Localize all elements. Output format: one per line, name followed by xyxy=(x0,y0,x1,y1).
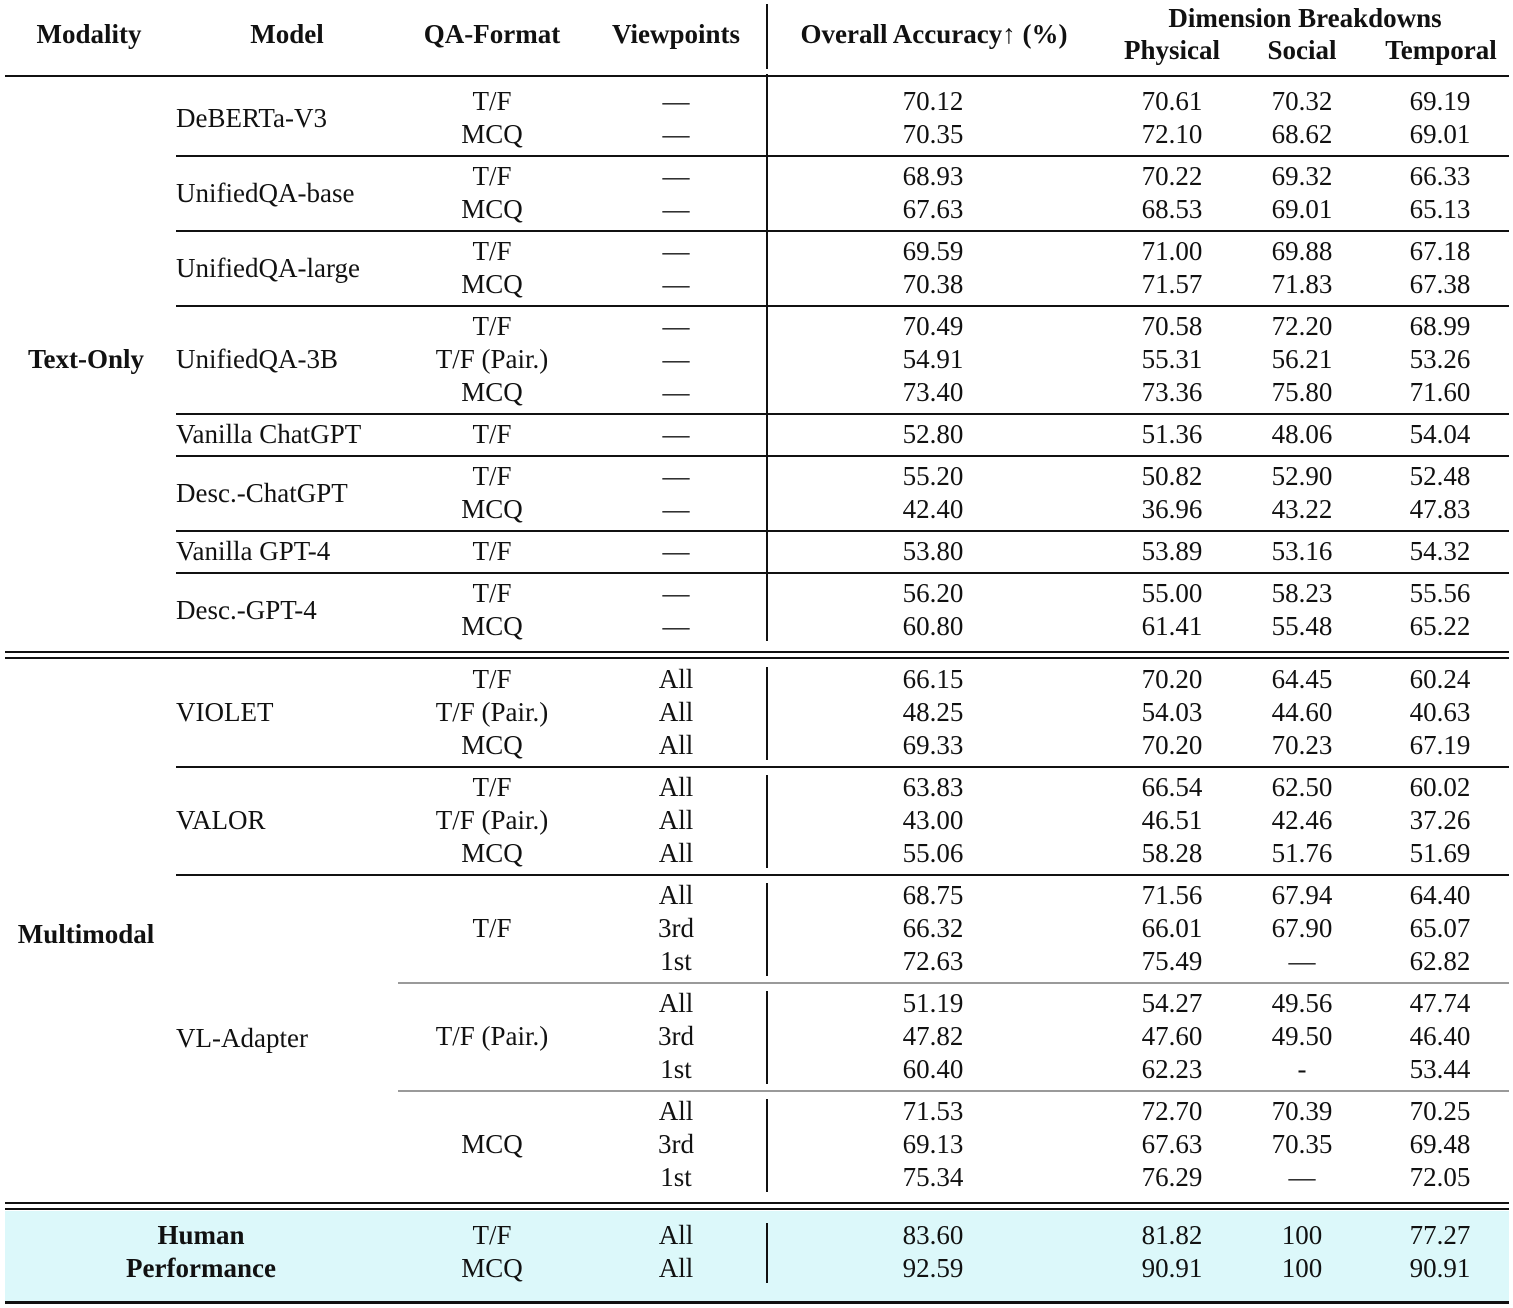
header-divider xyxy=(766,4,768,69)
viewpoint-cell: 1st xyxy=(660,1162,692,1192)
temporal-cell: 53.26 xyxy=(1409,344,1471,374)
overall-accuracy-cell: 60.80 xyxy=(902,611,964,641)
viewpoint-cell: — xyxy=(662,536,690,566)
physical-cell: 55.31 xyxy=(1141,344,1203,374)
overall-accuracy-cell: 55.06 xyxy=(902,838,964,868)
overall-accuracy-cell: 56.20 xyxy=(902,578,964,608)
viewpoint-cell: — xyxy=(662,269,690,299)
social-cell: 70.23 xyxy=(1271,730,1333,760)
model-name: VALOR xyxy=(176,805,266,835)
physical-cell: 54.03 xyxy=(1141,697,1203,727)
physical-cell: 73.36 xyxy=(1141,377,1203,407)
qa-format-cell: T/F xyxy=(472,1220,512,1250)
qa-format-cell: T/F xyxy=(472,86,512,116)
physical-cell: 70.61 xyxy=(1141,86,1203,116)
temporal-cell: 37.26 xyxy=(1409,805,1471,835)
social-cell: 69.88 xyxy=(1271,236,1333,266)
social-cell: 70.39 xyxy=(1271,1096,1333,1126)
temporal-cell: 65.13 xyxy=(1409,194,1471,224)
qa-format-cell: MCQ xyxy=(461,377,523,407)
viewpoint-cell: 3rd xyxy=(658,1129,694,1159)
group-rule xyxy=(176,766,1509,768)
temporal-cell: 51.69 xyxy=(1409,838,1471,868)
viewpoint-cell: — xyxy=(662,119,690,149)
physical-cell: 55.00 xyxy=(1141,578,1203,608)
viewpoint-cell: All xyxy=(658,730,694,760)
social-cell: - xyxy=(1297,1054,1307,1084)
physical-cell: 81.82 xyxy=(1141,1220,1203,1250)
temporal-cell: 54.04 xyxy=(1409,419,1471,449)
group-divider xyxy=(766,775,768,868)
social-cell: 70.32 xyxy=(1271,86,1333,116)
header-temporal: Temporal xyxy=(1385,35,1497,65)
viewpoint-cell: All xyxy=(658,805,694,835)
social-cell: — xyxy=(1288,1162,1316,1192)
modality-label: Multimodal xyxy=(17,919,155,949)
temporal-cell: 55.56 xyxy=(1409,578,1471,608)
model-name: UnifiedQA-3B xyxy=(176,344,338,374)
overall-accuracy-cell: 66.15 xyxy=(902,664,964,694)
human-label-line2: Performance xyxy=(126,1253,276,1283)
physical-cell: 70.20 xyxy=(1141,730,1203,760)
viewpoint-cell: 1st xyxy=(660,1054,692,1084)
group-rule xyxy=(176,413,1509,415)
group-divider xyxy=(766,149,768,225)
social-cell: 75.80 xyxy=(1271,377,1333,407)
temporal-cell: 69.19 xyxy=(1409,86,1471,116)
qa-format-cell: T/F (Pair.) xyxy=(435,697,549,727)
social-cell: 68.62 xyxy=(1271,119,1333,149)
social-cell: 67.94 xyxy=(1271,880,1333,910)
social-cell: 100 xyxy=(1281,1220,1323,1250)
social-cell: 48.06 xyxy=(1271,419,1333,449)
physical-cell: 70.20 xyxy=(1141,664,1203,694)
rule-bottom xyxy=(5,1301,1509,1304)
rule-section-bottom xyxy=(5,1208,1509,1210)
viewpoint-cell: All xyxy=(658,838,694,868)
physical-cell: 47.60 xyxy=(1141,1021,1203,1051)
qa-format-cell: MCQ xyxy=(461,1253,523,1283)
subgroup-rule xyxy=(398,982,1509,984)
temporal-cell: 52.48 xyxy=(1409,461,1471,491)
model-name: UnifiedQA-large xyxy=(176,252,360,283)
group-divider xyxy=(766,74,768,150)
physical-cell: 50.82 xyxy=(1141,461,1203,491)
temporal-cell: 54.32 xyxy=(1409,536,1471,566)
physical-cell: 67.63 xyxy=(1141,1129,1203,1159)
model-name: Vanilla GPT-4 xyxy=(176,536,331,566)
viewpoint-cell: — xyxy=(662,419,690,449)
qa-format-cell: T/F xyxy=(472,772,512,802)
temporal-cell: 70.25 xyxy=(1409,1096,1471,1126)
overall-accuracy-cell: 70.38 xyxy=(902,269,964,299)
model-name: Vanilla ChatGPT xyxy=(176,419,362,449)
qa-format-cell: MCQ xyxy=(461,838,523,868)
overall-accuracy-cell: 42.40 xyxy=(902,494,964,524)
social-cell: 67.90 xyxy=(1271,913,1333,943)
temporal-cell: 67.19 xyxy=(1409,730,1471,760)
viewpoint-cell: — xyxy=(662,161,690,191)
group-rule xyxy=(176,572,1509,574)
viewpoint-cell: — xyxy=(662,578,690,608)
temporal-cell: 90.91 xyxy=(1409,1253,1471,1283)
group-divider xyxy=(766,667,768,760)
physical-cell: 61.41 xyxy=(1141,611,1203,641)
physical-cell: 66.01 xyxy=(1141,913,1203,943)
physical-cell: 36.96 xyxy=(1141,494,1203,524)
temporal-cell: 65.07 xyxy=(1409,913,1471,943)
social-cell: 69.32 xyxy=(1271,161,1333,191)
overall-accuracy-cell: 54.91 xyxy=(902,344,964,374)
viewpoint-cell: All xyxy=(658,988,694,1018)
viewpoint-cell: All xyxy=(658,1096,694,1126)
header-social: Social xyxy=(1267,35,1337,65)
social-cell: 72.20 xyxy=(1271,311,1333,341)
qa-format-cell: T/F (Pair.) xyxy=(435,1021,549,1051)
qa-format-cell: MCQ xyxy=(461,611,523,641)
social-cell: 62.50 xyxy=(1271,772,1333,802)
qa-format-cell: MCQ xyxy=(461,494,523,524)
header-dimension-breakdowns: Dimension Breakdowns xyxy=(1168,3,1442,33)
temporal-cell: 69.48 xyxy=(1409,1129,1471,1159)
physical-cell: 71.00 xyxy=(1141,236,1203,266)
viewpoint-cell: — xyxy=(662,311,690,341)
social-cell: 49.50 xyxy=(1271,1021,1333,1051)
viewpoint-cell: — xyxy=(662,494,690,524)
social-cell: 43.22 xyxy=(1271,494,1333,524)
social-cell: 58.23 xyxy=(1271,578,1333,608)
header-qa-format: QA-Format xyxy=(423,19,561,49)
viewpoint-cell: All xyxy=(658,1220,694,1250)
group-rule xyxy=(176,455,1509,457)
qa-format-cell: T/F xyxy=(472,419,512,449)
temporal-cell: 67.18 xyxy=(1409,236,1471,266)
physical-cell: 70.58 xyxy=(1141,311,1203,341)
header-modality: Modality xyxy=(36,19,142,49)
header-model: Model xyxy=(250,19,324,49)
qa-format-cell: T/F xyxy=(472,461,512,491)
overall-accuracy-cell: 52.80 xyxy=(902,419,964,449)
qa-format-cell: T/F xyxy=(472,578,512,608)
social-cell: 70.35 xyxy=(1271,1129,1333,1159)
header-overall-accuracy: Overall Accuracy↑ (%) xyxy=(800,19,1068,49)
model-name: Desc.-GPT-4 xyxy=(176,594,317,625)
overall-accuracy-cell: 72.63 xyxy=(902,946,964,976)
viewpoint-cell: — xyxy=(662,236,690,266)
physical-cell: 72.10 xyxy=(1141,119,1203,149)
overall-accuracy-cell: 47.82 xyxy=(902,1021,964,1051)
overall-accuracy-cell: 70.12 xyxy=(902,86,964,116)
group-rule xyxy=(176,874,1509,876)
social-cell: 100 xyxy=(1281,1253,1323,1283)
social-cell: 52.90 xyxy=(1271,461,1333,491)
qa-format-cell: T/F xyxy=(472,664,512,694)
overall-accuracy-cell: 71.53 xyxy=(902,1096,964,1126)
human-label-line1: Human xyxy=(157,1220,245,1250)
qa-format-cell: MCQ xyxy=(461,194,523,224)
overall-accuracy-cell: 70.35 xyxy=(902,119,964,149)
overall-accuracy-cell: 68.93 xyxy=(902,161,964,191)
viewpoint-cell: All xyxy=(658,772,694,802)
rule-section-top xyxy=(5,1202,1509,1204)
temporal-cell: 53.44 xyxy=(1409,1054,1471,1084)
viewpoint-cell: — xyxy=(662,86,690,116)
group-rule xyxy=(176,155,1509,157)
modality-label: Text-Only xyxy=(27,344,145,374)
social-cell: 42.46 xyxy=(1271,805,1333,835)
physical-cell: 54.27 xyxy=(1141,988,1203,1018)
temporal-cell: 69.01 xyxy=(1409,119,1471,149)
temporal-cell: 62.82 xyxy=(1409,946,1471,976)
social-cell: 71.83 xyxy=(1271,269,1333,299)
temporal-cell: 64.40 xyxy=(1409,880,1471,910)
physical-cell: 68.53 xyxy=(1141,194,1203,224)
model-name: DeBERTa-V3 xyxy=(176,102,327,133)
overall-accuracy-cell: 68.75 xyxy=(902,880,964,910)
viewpoint-cell: 3rd xyxy=(658,1021,694,1051)
physical-cell: 90.91 xyxy=(1141,1253,1203,1283)
physical-cell: 53.89 xyxy=(1141,536,1203,566)
subgroup-rule xyxy=(398,1090,1509,1092)
overall-accuracy-cell: 66.32 xyxy=(902,913,964,943)
model-name: UnifiedQA-base xyxy=(176,177,355,208)
group-divider xyxy=(766,524,768,567)
physical-cell: 62.23 xyxy=(1141,1054,1203,1084)
group-rule xyxy=(176,305,1509,307)
temporal-cell: 46.40 xyxy=(1409,1021,1471,1051)
physical-cell: 72.70 xyxy=(1141,1096,1203,1126)
temporal-cell: 66.33 xyxy=(1409,161,1471,191)
physical-cell: 58.28 xyxy=(1141,838,1203,868)
temporal-cell: 67.38 xyxy=(1409,269,1471,299)
overall-accuracy-cell: 70.49 xyxy=(902,311,964,341)
group-divider xyxy=(766,991,768,1084)
overall-accuracy-cell: 69.33 xyxy=(902,730,964,760)
social-cell: 69.01 xyxy=(1271,194,1333,224)
viewpoint-cell: — xyxy=(662,377,690,407)
viewpoint-cell: All xyxy=(658,880,694,910)
overall-accuracy-cell: 67.63 xyxy=(902,194,964,224)
social-cell: 51.76 xyxy=(1271,838,1333,868)
group-divider xyxy=(766,566,768,642)
overall-accuracy-cell: 69.59 xyxy=(902,236,964,266)
viewpoint-cell: 3rd xyxy=(658,913,694,943)
temporal-cell: 47.74 xyxy=(1409,988,1471,1018)
group-divider xyxy=(766,299,768,408)
qa-format-cell: T/F xyxy=(472,161,512,191)
viewpoint-cell: — xyxy=(662,344,690,374)
social-cell: 64.45 xyxy=(1271,664,1333,694)
qa-format-cell: T/F (Pair.) xyxy=(435,344,549,374)
viewpoint-cell: All xyxy=(658,697,694,727)
temporal-cell: 65.22 xyxy=(1409,611,1471,641)
physical-cell: 71.57 xyxy=(1141,269,1203,299)
temporal-cell: 47.83 xyxy=(1409,494,1471,524)
qa-format-cell: MCQ xyxy=(461,119,523,149)
overall-accuracy-cell: 83.60 xyxy=(902,1220,964,1250)
viewpoint-cell: All xyxy=(658,664,694,694)
group-divider xyxy=(766,224,768,300)
physical-cell: 75.49 xyxy=(1141,946,1203,976)
overall-accuracy-cell: 92.59 xyxy=(902,1253,964,1283)
overall-accuracy-cell: 55.20 xyxy=(902,461,964,491)
viewpoint-cell: 1st xyxy=(660,946,692,976)
physical-cell: 66.54 xyxy=(1141,772,1203,802)
qa-format-cell: MCQ xyxy=(461,730,523,760)
viewpoint-cell: — xyxy=(662,611,690,641)
qa-format-cell: MCQ xyxy=(461,269,523,299)
model-name: Desc.-ChatGPT xyxy=(176,477,348,508)
overall-accuracy-cell: 69.13 xyxy=(902,1129,964,1159)
temporal-cell: 40.63 xyxy=(1409,697,1471,727)
group-divider xyxy=(766,1223,768,1283)
social-cell: 53.16 xyxy=(1271,536,1333,566)
model-name: VL-Adapter xyxy=(176,1023,308,1053)
temporal-cell: 71.60 xyxy=(1409,377,1471,407)
overall-accuracy-cell: 60.40 xyxy=(902,1054,964,1084)
qa-format-cell: T/F xyxy=(472,913,512,943)
physical-cell: 71.56 xyxy=(1141,880,1203,910)
physical-cell: 76.29 xyxy=(1141,1162,1203,1192)
social-cell: 55.48 xyxy=(1271,611,1333,641)
group-divider xyxy=(766,883,768,976)
group-divider xyxy=(766,407,768,450)
rule-section-bottom xyxy=(5,657,1509,659)
qa-format-cell: T/F xyxy=(472,536,512,566)
temporal-cell: 68.99 xyxy=(1409,311,1471,341)
temporal-cell: 60.02 xyxy=(1409,772,1471,802)
physical-cell: 46.51 xyxy=(1141,805,1203,835)
qa-format-cell: T/F (Pair.) xyxy=(435,805,549,835)
overall-accuracy-cell: 43.00 xyxy=(902,805,964,835)
viewpoint-cell: — xyxy=(662,461,690,491)
model-name: VIOLET xyxy=(176,697,274,727)
group-divider xyxy=(766,1099,768,1192)
overall-accuracy-cell: 75.34 xyxy=(902,1162,964,1192)
group-divider xyxy=(766,449,768,525)
overall-accuracy-cell: 48.25 xyxy=(902,697,964,727)
social-cell: — xyxy=(1288,946,1316,976)
header-physical: Physical xyxy=(1123,35,1221,65)
temporal-cell: 72.05 xyxy=(1409,1162,1471,1192)
social-cell: 56.21 xyxy=(1271,344,1333,374)
overall-accuracy-cell: 53.80 xyxy=(902,536,964,566)
physical-cell: 70.22 xyxy=(1141,161,1203,191)
viewpoint-cell: All xyxy=(658,1253,694,1283)
viewpoint-cell: — xyxy=(662,194,690,224)
group-rule xyxy=(176,530,1509,532)
social-cell: 44.60 xyxy=(1271,697,1333,727)
temporal-cell: 77.27 xyxy=(1409,1220,1471,1250)
rule-section-top xyxy=(5,651,1509,653)
header-viewpoints: Viewpoints xyxy=(611,19,741,49)
temporal-cell: 60.24 xyxy=(1409,664,1471,694)
qa-format-cell: T/F xyxy=(472,236,512,266)
qa-format-cell: MCQ xyxy=(461,1129,523,1159)
physical-cell: 51.36 xyxy=(1141,419,1203,449)
overall-accuracy-cell: 63.83 xyxy=(902,772,964,802)
overall-accuracy-cell: 73.40 xyxy=(902,377,964,407)
rule-header xyxy=(5,75,1509,77)
overall-accuracy-cell: 51.19 xyxy=(902,988,964,1018)
social-cell: 49.56 xyxy=(1271,988,1333,1018)
group-rule xyxy=(176,230,1509,232)
qa-format-cell: T/F xyxy=(472,311,512,341)
